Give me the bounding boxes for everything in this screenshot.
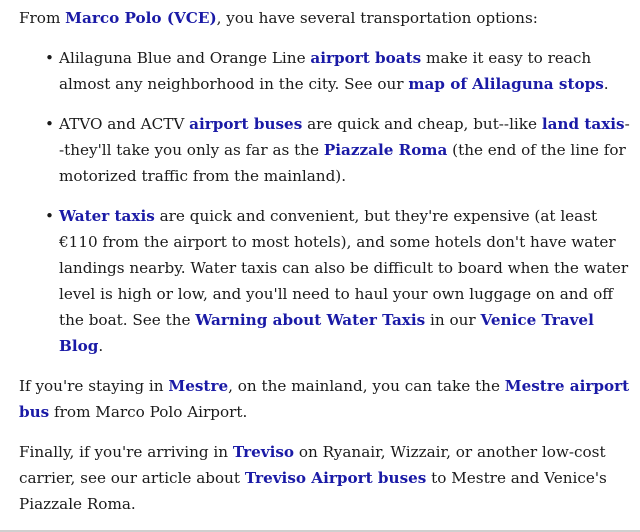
mestre-text-2: , on the mainland, you can take the: [228, 377, 505, 395]
mestre-airport-bus-link[interactable]: Mestre airport bus: [19, 377, 630, 421]
alilaguna-map-link[interactable]: map of Alilaguna stops: [408, 75, 604, 93]
option-text: are quick and convenient, but they're expensive (at least €110 from the airport to most hotels), and some hotels don't have water landings nearby. Water taxis can also be difficult to board when the water level is high or low, and you'll need to haul your own luggage on and off the boat. See the: [59, 207, 629, 329]
treviso-text-2: on Ryanair, Wizzair, or another low-cost carrier, see our article about: [19, 443, 606, 487]
option-text: --they'll take you only as far as the: [59, 115, 630, 159]
bullet-icon: •: [45, 49, 54, 67]
piazzale-roma-link[interactable]: Piazzale Roma: [323, 141, 448, 159]
mestre-link[interactable]: Mestre: [168, 377, 229, 395]
option-text: are quick and cheap, but--like: [302, 115, 542, 133]
mestre-paragraph: [19, 373, 631, 425]
treviso-airport-buses-link[interactable]: Treviso Airport buses: [244, 469, 427, 487]
bullet-icon: •: [45, 115, 54, 133]
treviso-text-1: Finally, if you're arriving in: [19, 443, 233, 461]
marco-polo-link[interactable]: Marco Polo (VCE): [65, 9, 217, 27]
land-taxis-link[interactable]: land taxis: [541, 115, 625, 133]
water-taxi-warning-link[interactable]: Warning about Water Taxis: [195, 311, 426, 329]
option-text: (the end of the line for motorized traffic from the mainland).: [59, 141, 626, 185]
airport-boats-link[interactable]: airport boats: [310, 49, 422, 67]
option-text: in our: [425, 311, 481, 329]
option-text: Alilaguna Blue and Orange Line: [59, 49, 311, 67]
list-item-water-taxis: [45, 203, 631, 359]
mestre-text-3: from Marco Polo Airport.: [49, 403, 248, 421]
list-item-airport-boats: [45, 45, 631, 97]
option-text: make it easy to reach almost any neighborhood in the city. See our: [59, 49, 592, 93]
intro-paragraph: [19, 5, 631, 31]
transport-options-list: [19, 45, 631, 359]
list-item-airport-buses: [45, 111, 631, 189]
bullet-icon: •: [45, 207, 54, 225]
water-taxis-link[interactable]: Water taxis: [59, 207, 155, 225]
intro-text-1: From: [19, 9, 66, 27]
venice-travel-blog-link[interactable]: Venice Travel Blog: [59, 311, 594, 355]
treviso-paragraph: [19, 439, 631, 517]
article-body: [19, 5, 631, 531]
treviso-text-3: to Mestre and Venice's Piazzale Roma.: [19, 469, 607, 513]
option-text: .: [98, 337, 104, 355]
option-text: ATVO and ACTV: [59, 115, 190, 133]
intro-text-2: , you have several transportation options:: [216, 9, 538, 27]
treviso-link[interactable]: Treviso: [232, 443, 295, 461]
airport-buses-link[interactable]: airport buses: [189, 115, 303, 133]
option-text: .: [603, 75, 609, 93]
mestre-text-1: If you're staying in: [19, 377, 169, 395]
